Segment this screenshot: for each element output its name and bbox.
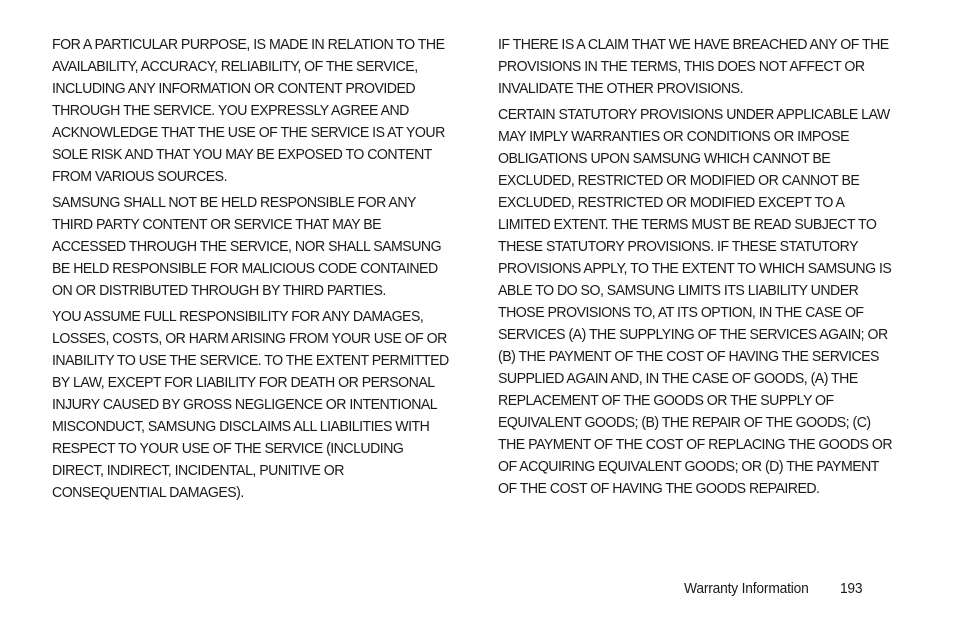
paragraph: YOU ASSUME FULL RESPONSIBILITY FOR ANY DAMAGES, LOSSES, COSTS, OR HARM ARISING FROM YOUR USE OF OR INABILITY TO USE THE SERVICE. TO THE EXTENT PERMITTED BY LAW, EXCEPT FOR LIABILITY FOR DEATH OR PERSONAL INJURY CAUSED BY GROSS NEGLIGENCE OR INTENTIONAL MISCONDUCT, SAMSUNG DISCLAIMS ALL LIABILITIES WITH RESPECT TO YOUR USE OF THE SERVICE (INCLUDING DIRECT, INDIRECT, INCIDENTAL, PUNITIVE OR CONSEQUENTIAL DAMAGES). xyxy=(52,308,449,501)
paragraph: IF THERE IS A CLAIM THAT WE HAVE BREACHED ANY OF THE PROVISIONS IN THE TERMS, THIS DOES NOT AFFECT OR INVALIDATE THE OTHER PROVISIONS. xyxy=(498,36,889,97)
footer-section-title: Warranty Information xyxy=(684,580,809,597)
paragraph: CERTAIN STATUTORY PROVISIONS UNDER APPLICABLE LAW MAY IMPLY WARRANTIES OR CONDITIONS OR IMPOSE OBLIGATIONS UPON SAMSUNG WHICH CANNOT BE EXCLUDED, RESTRICTED OR MODIFIED OR CANNOT BE EXCLUDED, RESTRICTED OR MODIFIED EXCEPT TO A LIMITED EXTENT. THE TERMS MUST BE READ SUBJECT TO THESE STATUTORY PROVISIONS. IF THESE STATUTORY PROVISIONS APPLY, TO THE EXTENT TO WHICH SAMSUNG IS ABLE TO DO SO, SAMSUNG LIMITS ITS LIABILITY UNDER THOSE PROVISIONS TO, AT ITS OPTION, IN THE CASE OF SERVICES (A) THE SUPPLYING OF THE SERVICES AGAIN; OR (B) THE PAYMENT OF THE COST OF HAVING THE SERVICES SUPPLIED AGAIN AND, IN THE CASE OF GOODS, (A) THE REPLACEMENT OF THE GOODS OR THE SUPPLY OF EQUIVALENT GOODS; (B) THE REPAIR OF THE GOODS; (C) THE PAYMENT OF THE COST OF REPLACING THE GOODS OR OF ACQUIRING EQUIVALENT GOODS; OR (D) THE PAYMENT OF THE COST OF HAVING THE GOODS REPAIRED. xyxy=(498,106,893,497)
left-column xyxy=(52,34,452,508)
right-column xyxy=(498,34,898,504)
page-footer xyxy=(684,578,862,600)
paragraph: FOR A PARTICULAR PURPOSE, IS MADE IN RELATION TO THE AVAILABILITY, ACCURACY, RELIABILITY, OF THE SERVICE, INCLUDING ANY INFORMATION OR CONTENT PROVIDED THROUGH THE SERVICE. YOU EXPRESSLY AGREE AND ACKNOWLEDGE THAT THE USE OF THE SERVICE IS AT YOUR SOLE RISK AND THAT YOU MAY BE EXPOSED TO CONTENT FROM VARIOUS SOURCES. xyxy=(52,36,445,185)
paragraph: SAMSUNG SHALL NOT BE HELD RESPONSIBLE FOR ANY THIRD PARTY CONTENT OR SERVICE THAT MAY BE ACCESSED THROUGH THE SERVICE, NOR SHALL SAMSUNG BE HELD RESPONSIBLE FOR MALICIOUS CODE CONTAINED ON OR DISTRIBUTED THROUGH BY THIRD PARTIES. xyxy=(52,194,442,299)
page-number: 193 xyxy=(839,580,863,597)
